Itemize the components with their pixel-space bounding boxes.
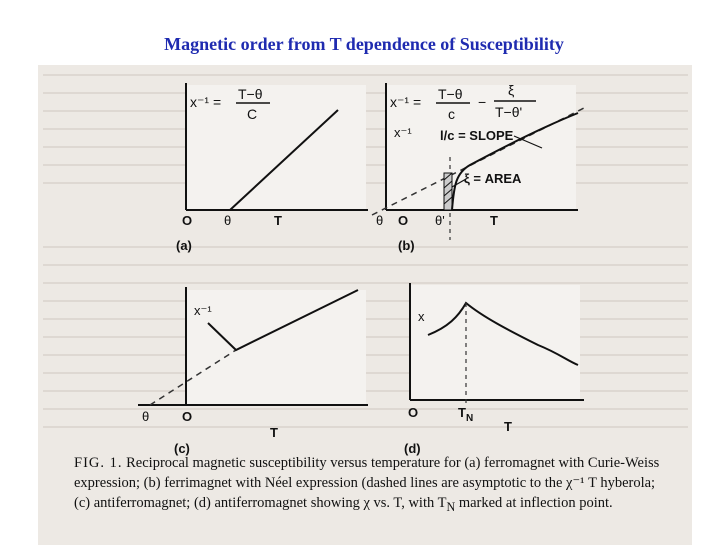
panel-b-area-label: ξ = AREA [464, 171, 522, 186]
panel-b-equation-num2: ξ [508, 82, 515, 98]
panel-a-equation-lhs: x⁻¹ = [190, 94, 222, 110]
panel-a-origin: O [182, 213, 193, 228]
panel-a-equation-numerator: T−θ [238, 86, 263, 102]
caption-tn-subscript: N [446, 499, 456, 514]
panel-d-tn-label: $T_N$ [458, 405, 474, 424]
panel-b-theta-prime: θ' [435, 213, 445, 228]
panel-b-slope-label: l/c = SLOPE [440, 128, 514, 143]
panel-c-y-label: x⁻¹ [194, 303, 212, 318]
panel-b-area-hatch [444, 173, 452, 210]
scanned-figure [38, 65, 692, 545]
panel-d [404, 283, 584, 456]
panel-b-equation-lhs: x⁻¹ = [390, 94, 422, 110]
panel-a [176, 83, 368, 253]
panel-c-origin: O [182, 409, 193, 424]
panel-a-x-label: T [274, 213, 282, 228]
panel-b-equation-num1: T−θ [438, 86, 463, 102]
panel-b-origin: O [398, 213, 409, 228]
panel-c [138, 287, 368, 456]
panel-c-label: (c) [174, 441, 190, 456]
slide-title: Magnetic order from T dependence of Susceptibility [164, 34, 564, 54]
panel-b-equation-den1: c [448, 106, 455, 122]
panel-d-origin: O [408, 405, 419, 420]
panel-c-plot-area [186, 290, 366, 404]
panel-b-y-label: x⁻¹ [394, 125, 412, 140]
panel-d-x-label: T [504, 419, 512, 434]
panel-d-y-label: x [418, 309, 425, 324]
panel-c-x-label: T [270, 425, 278, 440]
panel-b [372, 82, 586, 253]
panel-a-theta: θ [224, 213, 232, 228]
panel-b-theta: θ [376, 213, 384, 228]
panel-d-plot-area [410, 285, 580, 399]
figure-caption [74, 453, 674, 517]
caption-text: Reciprocal magnetic susceptibility versus temperature for (a) ferromagnet with Curie-Weiss expression; (b) ferrimagnet with Néel expression (dashed lines are asymptotic to the χ⁻¹ T hyberola; (c) antiferromagnet; (d) antiferromagnet showing χ vs. T, with T [74, 455, 660, 511]
panel-d-label: (d) [404, 441, 421, 456]
caption-tail: marked at inflection point. [455, 495, 613, 511]
panel-b-x-label: T [490, 213, 498, 228]
panel-b-equation-minus: − [478, 94, 487, 110]
panel-a-label: (a) [176, 238, 192, 253]
panel-b-label: (b) [398, 238, 415, 253]
caption-figure-number: FIG. 1. [74, 455, 123, 471]
panel-b-equation-den2: T−θ' [495, 104, 523, 120]
panel-c-theta: θ [142, 409, 150, 424]
panel-a-equation-denominator: C [247, 106, 258, 122]
